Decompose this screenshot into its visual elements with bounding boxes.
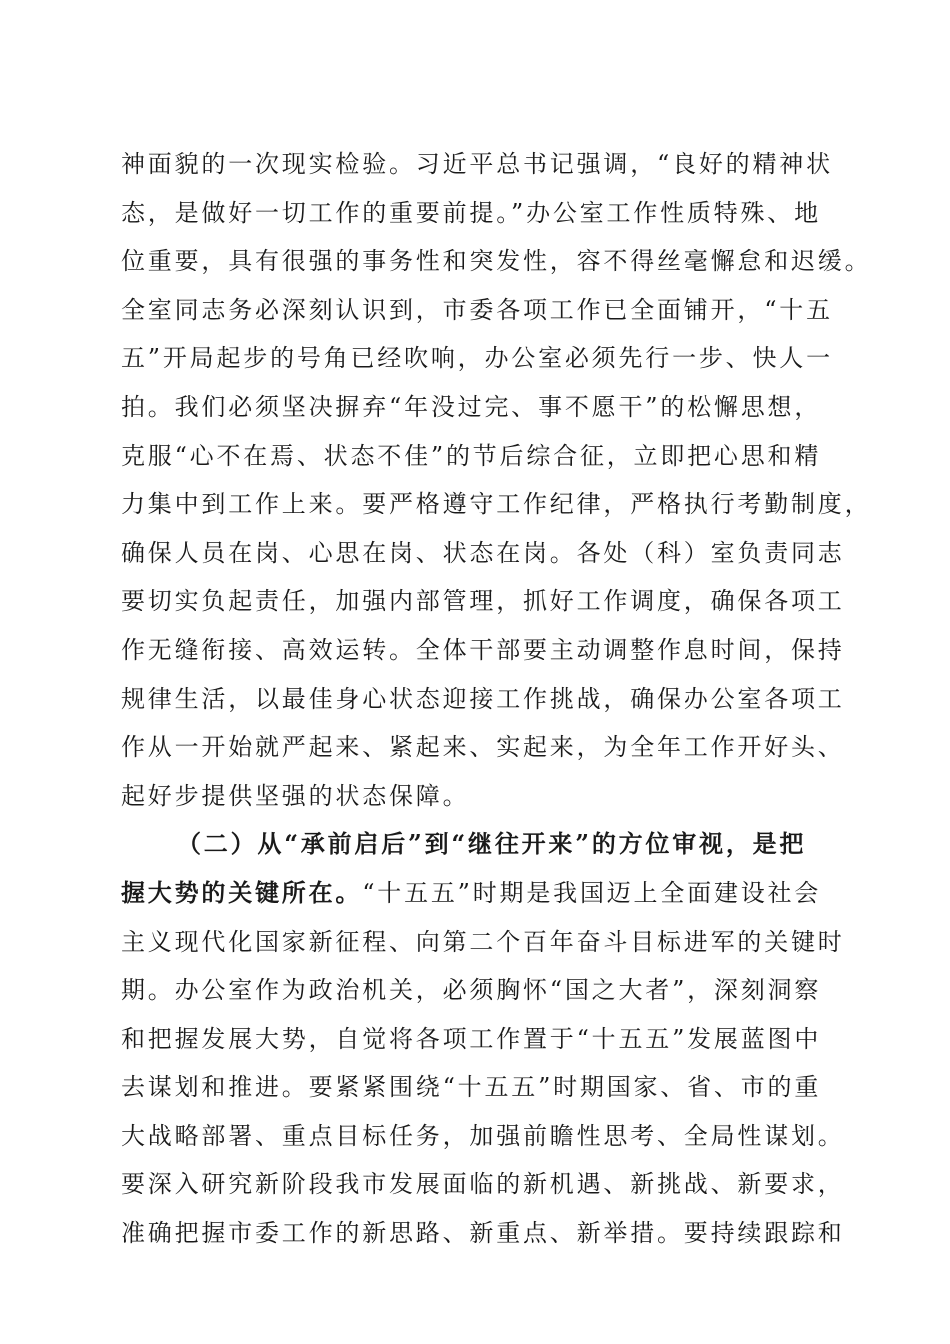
text-line: 作从一开始就严起来、紧起来、实起来，为全年工作开好头、 [121, 733, 845, 762]
text-line: 位重要，具有很强的事务性和突发性，容不得丝毫懈怠和迟缓。 [121, 247, 872, 276]
text-line: 确保人员在岗、心思在岗、状态在岗。各处（科）室负责同志 [121, 538, 845, 567]
text-line: 克服“心不在焉、状态不佳”的节后综合征，立即把心思和精 [121, 441, 822, 470]
text-line: 要切实负起责任，加强内部管理，抓好工作调度，确保各项工 [121, 587, 845, 616]
text-run: “十五五”时期是我国迈上全面建设社会 [362, 878, 822, 907]
text-line: 和把握发展大势，自觉将各项工作置于“十五五”发展蓝图中 [121, 1024, 822, 1053]
text-line: 要深入研究新阶段我市发展面临的新机遇、新挑战、新要求， [121, 1170, 845, 1199]
section-heading-line: （二）从“承前启后”到“继往开来”的方位审视，是把 [177, 829, 807, 859]
paragraph-1 [121, 140, 872, 820]
text-line: 准确把握市委工作的新思路、新重点、新举措。要持续跟踪和 [121, 1219, 845, 1248]
text-line: 力集中到工作上来。要严格遵守工作纪律，严格执行考勤制度， [121, 490, 872, 519]
text-line: 五”开局起步的号角已经吹响，办公室必须先行一步、快人一 [121, 344, 833, 373]
text-line [121, 869, 837, 918]
text-line: 态，是做好一切工作的重要前提。”办公室工作性质特殊、地 [121, 198, 821, 227]
text-line: 起好步提供坚强的状态保障。 [121, 781, 470, 810]
text-line: 大战略部署、重点目标任务，加强前瞻性思考、全局性谋划。 [121, 1121, 845, 1150]
paragraph-2 [121, 820, 845, 1257]
text-line: 神面貌的一次现实检验。习近平总书记强调，“良好的精神状 [121, 150, 833, 178]
text-line: 规律生活，以最佳身心状态迎接工作挑战，确保办公室各项工 [121, 684, 845, 713]
text-line: 去谋划和推进。要紧紧围绕“十五五”时期国家、省、市的重 [121, 1073, 822, 1102]
text-line: 全室同志务必深刻认识到，市委各项工作已全面铺开，“十五 [121, 295, 833, 324]
text-line: 主义现代化国家新征程、向第二个百年奋斗目标进军的关键时 [121, 927, 845, 956]
section-heading-tail: 握大势的关键所在。 [121, 877, 363, 907]
text-line: 拍。我们必须坚决摒弃“年没过完、事不愿干”的松懈思想， [121, 392, 822, 421]
text-line: 作无缝衔接、高效运转。全体干部要主动调整作息时间，保持 [121, 635, 845, 664]
text-line: 期。办公室作为政治机关，必须胸怀“国之大者”，深刻洞察 [121, 976, 822, 1005]
document-body [121, 140, 872, 1258]
